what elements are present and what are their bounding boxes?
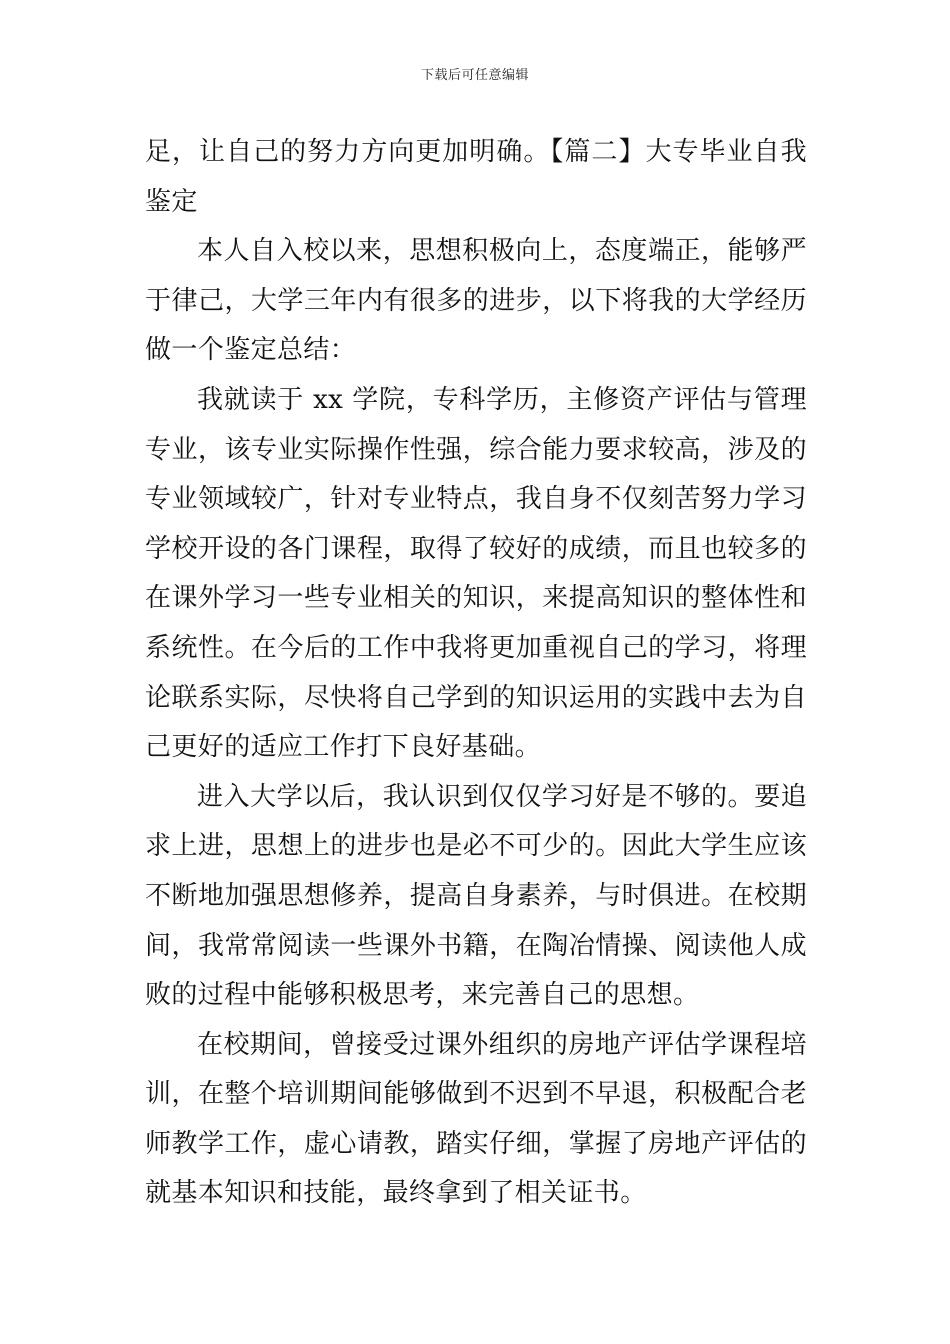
document-body [145,128,807,1219]
paragraph-2: 本人自入校以来，思想积极向上，态度端正，能够严于律己，大学三年内有很多的进步，以下将我的大学经历做一个鉴定总结： [145,236,807,366]
paragraph-4: 进入大学以后，我认识到仅仅学习好是不够的。要追求上进，思想上的进步也是必不可少的。因此大学生应该不断地加强思想修养，提高自身素养，与时俱进。在校期间，我常常阅读一些课外书籍，在陶冶情操、阅读他人成败的过程中能够积极思考，来完善自己的思想。 [145,781,807,1011]
paragraph-1: 足，让自己的努力方向更加明确。【篇二】大专毕业自我鉴定 [145,137,807,217]
page-header: 下载后可任意编辑 [420,68,529,83]
paragraph-3: 我就读于 xx 学院，专科学历，主修资产评估与管理专业，该专业实际操作性强，综合能力要求较高，涉及的专业领域较广，针对专业特点，我自身不仅刻苦努力学习学校开设的各门课程，取得了较好的成绩，而且也较多的在课外学习一些专业相关的知识，来提高知识的整体性和系统性。在今后的工作中我将更加重视自己的学习，将理论联系实际，尽快将自己学到的知识运用的实践中去为自己更好的适应工作打下良好基础。 [145,384,807,763]
paragraph-5: 在校期间，曾接受过课外组织的房地产评估学课程培训，在整个培训期间能够做到不迟到不早退，积极配合老师教学工作，虚心请教，踏实仔细，掌握了房地产评估的就基本知识和技能，最终拿到了相关证书。 [145,1029,807,1209]
